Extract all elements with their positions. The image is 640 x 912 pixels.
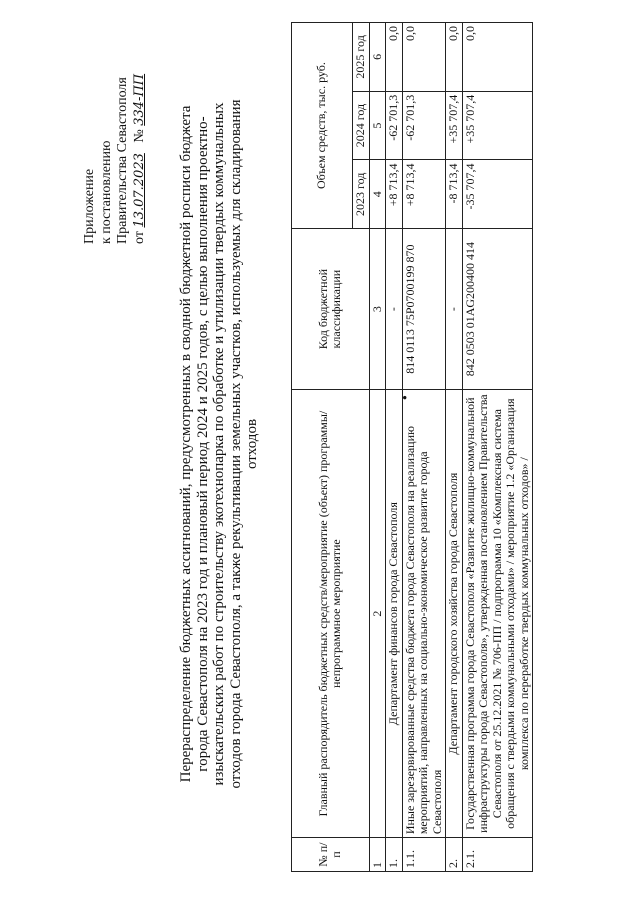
row-name: Государственная программа города Севастополя «Развитие жилищно-коммунальной инфраструктуры города Севастополя», утвержденная постановлением Правительства Севастополя от 25.12.2021 № 706-ПП / подпрограмма 10 «Комплексная система обращения с твердыми коммунальными отходами» / мероприятие 1.2 «Организация комплекса по переработке твердых коммунальных отходов» / [462, 390, 533, 838]
appendix-line-2: к постановлению [98, 140, 114, 244]
row-name: Департамент городского хозяйства города Севастополя [446, 390, 463, 838]
scan-speck-mark: ● [400, 395, 409, 400]
row-2024: +35 707,4 [462, 91, 533, 160]
header-name: Главный распорядитель бюджетных средств/мероприятие (объект) программы/непрограммное мероприятие [292, 390, 370, 838]
header-2025: 2025 год [353, 23, 370, 92]
row-2023: +8 713,4 [402, 160, 446, 229]
row-2023: +8 713,4 [386, 160, 403, 229]
header-2023: 2023 год [353, 160, 370, 229]
index-cell: 1 [369, 838, 386, 872]
table-row [462, 23, 533, 872]
row-num: 1.1. [402, 838, 446, 872]
row-code: 842 0503 01АG200400 414 [462, 229, 533, 390]
index-cell: 4 [369, 160, 386, 229]
number-prefix: № [131, 129, 147, 143]
row-code: - [446, 229, 463, 390]
table-row [402, 23, 446, 872]
row-2025: 0,0 [462, 23, 533, 92]
row-name: Департамент финансов города Севастополя [386, 390, 403, 838]
index-cell: 5 [369, 91, 386, 160]
appendix-line-3: Правительства Севастополя [115, 77, 130, 244]
date-prefix: от [131, 231, 147, 244]
row-2024: -62 701,3 [402, 91, 446, 160]
handwritten-date: 13.07.2023 [131, 153, 147, 228]
appendix-line-1: Приложение [82, 168, 97, 244]
header-code: Код бюджетной классификации [292, 229, 370, 390]
index-cell: 6 [369, 23, 386, 92]
row-num: 2. [446, 838, 463, 872]
header-num: № п/п [292, 838, 370, 872]
row-2025: 0,0 [446, 23, 463, 92]
row-2024: +35 707,4 [446, 91, 463, 160]
row-num: 2.1. [462, 838, 533, 872]
table-header-row [292, 23, 353, 872]
table-row [386, 23, 403, 872]
row-2023: -35 707,4 [462, 160, 533, 229]
row-code: - [386, 229, 403, 390]
budget-table [291, 22, 533, 872]
row-2024: -62 701,3 [386, 91, 403, 160]
row-2025: 0,0 [402, 23, 446, 92]
header-volume: Объем средств, тыс. руб. [292, 23, 353, 229]
row-2025: 0,0 [386, 23, 403, 92]
header-2024: 2024 год [353, 91, 370, 160]
handwritten-number: 334-ПП [131, 73, 147, 126]
row-num: 1. [386, 838, 403, 872]
table-row [446, 23, 463, 872]
index-cell: 2 [369, 390, 386, 838]
table-index-row [369, 23, 386, 872]
index-cell: 3 [369, 229, 386, 390]
document-title: Перераспределение бюджетных ассигнований, предусмотренных в сводной бюджетной росписи бюджета города Севастополя на 2023 год и плановый период 2024 и 2025 годов, с целью выполнения проектно-изыскательских работ по строительству экотехнопарка по обработке и утилизации твердых коммунальных отходов города Севастополя, а также рекультивации земельных участков, используемых для складирования отходов [178, 99, 260, 789]
appendix-block [82, 34, 148, 244]
row-2023: -8 713,4 [446, 160, 463, 229]
row-code: 814 0113 75Р0700199 870 [402, 229, 446, 390]
appendix-date-line [132, 34, 149, 244]
row-name: Иные зарезервированные средства бюджета города Севастополя на реализацию мероприятий, направленных на социально-экономическое развитие города Севастополя [402, 390, 446, 838]
